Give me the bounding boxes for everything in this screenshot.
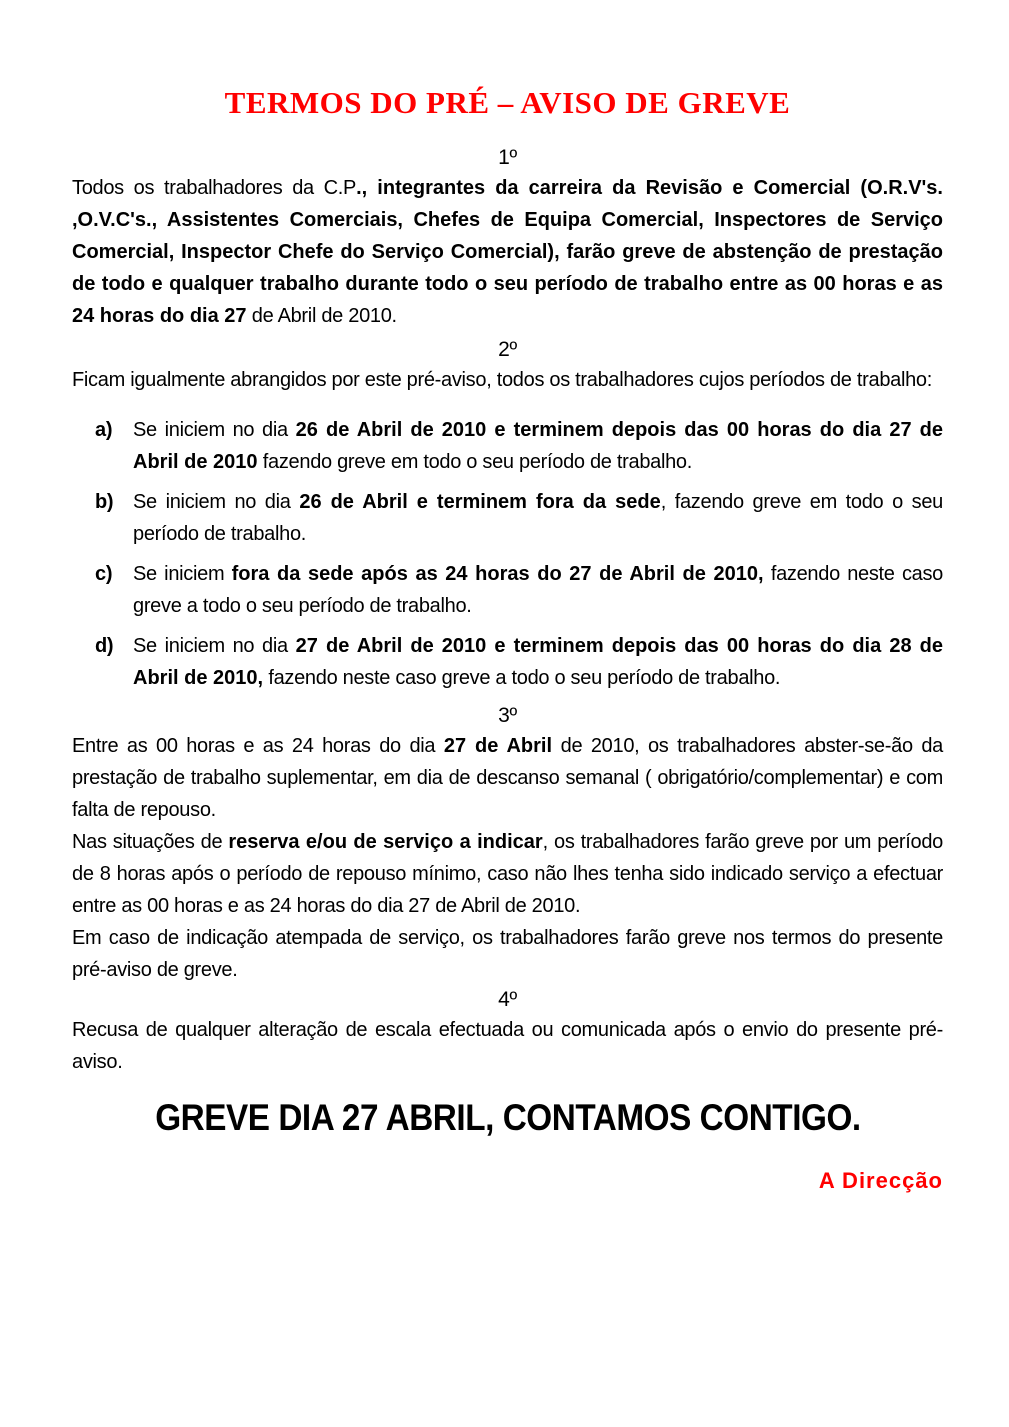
clauses-list — [72, 414, 943, 694]
list-item-a — [72, 414, 943, 478]
section-marker-1: 1º — [498, 146, 517, 169]
list-item-c-run-bold: fora da sede após as 24 horas do 27 de Abril de 2010, — [231, 563, 764, 585]
paragraph-3-run-bold: 27 de Abril — [443, 735, 553, 757]
paragraph-1-run-regular: Todos os trabalhadores da C.P — [72, 177, 357, 199]
list-item-b-marker: b) — [95, 491, 114, 513]
strike-banner: GREVE DIA 27 ABRIL, CONTAMOS CONTIGO. — [154, 1097, 861, 1138]
paragraph-4 — [72, 826, 943, 922]
paragraph-6: Recusa de qualquer alteração de escala efectuada ou comunicada após o envio do presente pré-aviso. — [72, 1019, 943, 1073]
paragraph-4-run-regular-end: , os trabalhadores farão greve por um período de 8 horas após o período de repouso mínimo, caso não lhes tenha sido indicado serviço a efectuar entre as 00 horas e as 24 horas do dia 27 de Abril de 2010. — [72, 831, 943, 917]
list-item-a-run-regular: Se iniciem no dia — [133, 419, 296, 441]
section-marker-3: 3º — [498, 704, 517, 727]
paragraph-5: Em caso de indicação atempada de serviço, os trabalhadores farão greve nos termos do presente pré-aviso de greve. — [72, 927, 943, 981]
paragraph-2: Ficam igualmente abrangidos por este pré-aviso, todos os trabalhadores cujos períodos de trabalho: — [72, 369, 933, 391]
list-item-a-run-bold: 26 de Abril de 2010 e terminem depois das 00 horas do dia 27 de Abril de 2010 — [133, 419, 944, 473]
list-item-d-run-bold: 27 de Abril de 2010 e terminem depois das 00 horas do dia 28 de Abril de 2010, — [133, 635, 944, 689]
list-item-c-marker: c) — [95, 563, 113, 585]
paragraph-3-run-regular-end: de 2010, os trabalhadores abster-se-ão da prestação de trabalho suplementar, em dia de descanso semanal ( obrigatório/complementar) e com falta de repouso. — [72, 735, 944, 821]
section-marker-2: 2º — [498, 338, 517, 361]
paragraph-1-run-bold: ., integrantes da carreira da Revisão e Comercial (O.R.V's. ,O.V.C's., Assistentes Comerciais, Chefes de Equipa Comercial, Inspectores de Serviço Comercial, Inspector Chefe do Serviço Comercial), farão greve de abstenção de prestação de todo e qualquer trabalho durante todo o seu período de trabalho entre as 00 horas e as 24 horas do dia 27 — [72, 177, 943, 327]
document-title: TERMOS DO PRÉ – AVISO DE GREVE — [224, 85, 791, 120]
signature: A Direcção — [818, 1168, 943, 1193]
list-item-a-run-regular-end: fazendo greve em todo o seu período de trabalho. — [257, 451, 693, 473]
list-item-d-run-regular: Se iniciem no dia — [133, 635, 296, 657]
paragraph-4-run-bold: reserva e/ou de serviço a indicar — [228, 831, 543, 853]
list-item-c-run-regular: Se iniciem — [133, 563, 232, 585]
paragraph-1-run-regular-end: de Abril de 2010. — [246, 305, 397, 327]
list-item-b-run-bold: 26 de Abril e terminem fora da sede — [299, 491, 661, 513]
list-item-b — [72, 486, 943, 550]
list-item-d-run-regular-end: fazendo neste caso greve a todo o seu período de trabalho. — [263, 667, 781, 689]
list-item-c-run-regular-end: fazendo neste caso greve a todo o seu período de trabalho. — [133, 563, 943, 617]
list-item-a-marker: a) — [95, 419, 113, 441]
paragraph-4-run-regular: Nas situações de — [72, 831, 229, 853]
list-item-d — [72, 630, 943, 694]
section-marker-4: 4º — [498, 988, 517, 1011]
list-item-d-marker: d) — [95, 635, 114, 657]
list-item-b-run-regular-end: , fazendo greve em todo o seu período de trabalho. — [133, 491, 943, 545]
paragraph-3 — [72, 730, 943, 826]
list-item-b-run-regular: Se iniciem no dia — [133, 491, 300, 513]
paragraph-3-run-regular: Entre as 00 horas e as 24 horas do dia — [72, 735, 444, 757]
list-item-c — [72, 558, 943, 622]
paragraph-1 — [72, 172, 943, 332]
strike-banner-row — [72, 1094, 943, 1142]
